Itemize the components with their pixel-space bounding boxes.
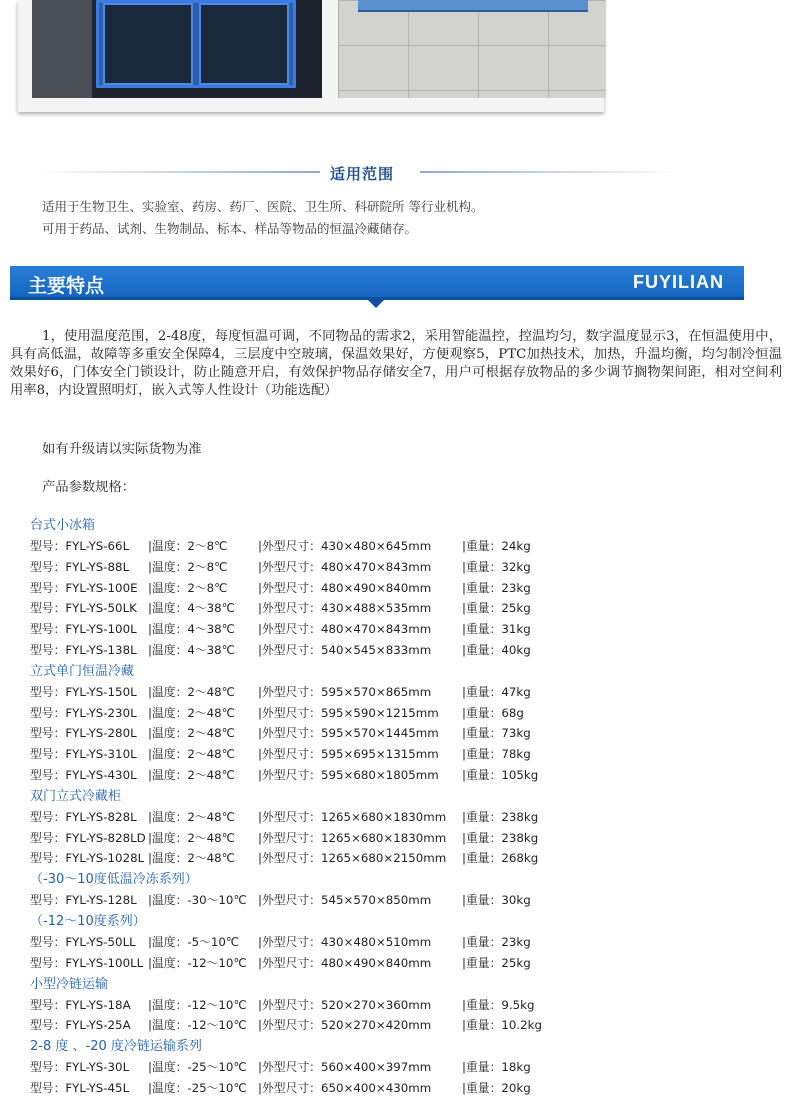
weight-cell: |重量：23kg — [462, 934, 531, 949]
temperature-cell: |温度：2～48℃ — [148, 851, 235, 866]
scope-title: 适用范围 — [330, 165, 395, 183]
weight-cell: |重量：73kg — [462, 726, 531, 741]
weight-cell: |重量：238kg — [462, 809, 539, 824]
weight-cell: |重量：25kg — [462, 955, 531, 970]
weight-cell: |重量：68g — [462, 705, 524, 720]
dimensions-cell: |外型尺寸：480×490×840mm — [258, 580, 432, 595]
weight-cell: |重量：24kg — [462, 539, 531, 553]
temperature-cell: |温度：2～48℃ — [148, 767, 235, 782]
model-cell: 型号：FYL-YS-280L — [30, 726, 137, 741]
scope-line-1: 适用于生物卫生、实验室、药房、药厂、医院、卫生所、科研院所 等行业机构。 — [42, 199, 484, 214]
dimensions-cell: |外型尺寸：520×270×360mm — [258, 997, 432, 1012]
model-cell: 型号：FYL-YS-25A — [30, 1018, 131, 1033]
model-cell: 型号：FYL-YS-50LK — [30, 601, 137, 616]
temperature-cell: |温度：2～8℃ — [148, 580, 228, 595]
temperature-cell: |温度：2～48℃ — [148, 747, 235, 762]
upgrade-note: 如有升级请以实际货物为准 — [42, 442, 202, 457]
spec-row — [30, 557, 730, 578]
spec-row — [30, 1057, 730, 1078]
dimensions-cell: |外型尺寸：480×470×843mm — [258, 622, 432, 637]
temperature-cell: |温度：-30～10℃ — [148, 893, 247, 908]
dimensions-cell: |外型尺寸：430×488×535mm — [258, 601, 432, 616]
dimensions-cell: |外型尺寸：545×570×850mm — [258, 893, 432, 908]
spec-row — [30, 828, 730, 849]
temperature-cell: |温度：-12～10℃ — [148, 955, 247, 970]
spec-row — [30, 744, 730, 765]
spec-row — [30, 995, 730, 1016]
model-cell: 型号：FYL-YS-128L — [30, 893, 137, 908]
weight-cell: |重量：18kg — [462, 1060, 531, 1075]
dimensions-cell: |外型尺寸：560×400×397mm — [258, 1060, 432, 1075]
temperature-cell: |温度：2～48℃ — [148, 809, 235, 824]
temperature-cell: |温度：-25～10℃ — [148, 1060, 247, 1075]
temperature-cell: |温度：2～48℃ — [148, 830, 235, 845]
spec-row — [30, 848, 730, 869]
model-cell: 型号：FYL-YS-310L — [30, 747, 137, 762]
spec-row — [30, 578, 730, 599]
model-cell: 型号：FYL-YS-138L — [30, 642, 137, 657]
weight-cell: |重量：31kg — [462, 622, 531, 637]
spec-row — [30, 619, 730, 640]
photo-cabinet-floor — [338, 0, 606, 98]
features-banner — [10, 266, 744, 300]
spec-row — [30, 1015, 730, 1036]
dimensions-cell: |外型尺寸：480×470×843mm — [258, 559, 432, 574]
model-cell: 型号：FYL-YS-45L — [30, 1080, 130, 1095]
dimensions-cell: |外型尺寸：1265×680×1830mm — [258, 809, 447, 824]
spec-row — [30, 682, 730, 703]
dimensions-cell: |外型尺寸：1265×680×2150mm — [258, 851, 447, 866]
spec-category: 双门立式冷藏柜 — [30, 788, 122, 804]
weight-cell: |重量：105kg — [462, 767, 539, 782]
spec-row — [30, 703, 730, 724]
dimensions-cell: |外型尺寸：595×695×1315mm — [258, 747, 439, 762]
scope-divider-right — [420, 171, 675, 173]
temperature-cell: |温度：2～8℃ — [148, 559, 228, 574]
spec-category: 台式小冰箱 — [30, 518, 96, 533]
spec-category: （-12～10度系列） — [30, 913, 146, 929]
weight-cell: |重量：78kg — [462, 747, 531, 762]
scope-line-2: 可用于药品、试剂、生物制品、标本、样品等物品的恒温冷藏储存。 — [42, 221, 418, 236]
temperature-cell: |温度：-5～10℃ — [148, 934, 240, 949]
temperature-cell: |温度：2～48℃ — [148, 684, 235, 699]
model-cell: 型号：FYL-YS-50LL — [30, 934, 136, 949]
model-cell: 型号：FYL-YS-100E — [30, 580, 138, 595]
banner-notch — [368, 300, 384, 308]
model-cell: 型号：FYL-YS-828LD — [30, 830, 146, 845]
dimensions-cell: |外型尺寸：595×590×1215mm — [258, 705, 439, 720]
product-photo-frame — [18, 0, 604, 112]
model-cell: 型号：FYL-YS-18A — [30, 997, 131, 1012]
model-cell: 型号：FYL-YS-100LL — [30, 955, 144, 970]
model-cell: 型号：FYL-YS-66L — [30, 539, 130, 553]
model-cell: 型号：FYL-YS-1028L — [30, 851, 145, 866]
weight-cell: |重量：9.5kg — [462, 997, 535, 1012]
model-cell: 型号：FYL-YS-828L — [30, 809, 137, 824]
spec-row — [30, 765, 730, 786]
spec-row — [30, 890, 730, 911]
temperature-cell: |温度：4～38℃ — [148, 642, 235, 657]
spec-row — [30, 640, 730, 661]
dimensions-cell: |外型尺寸：650×400×430mm — [258, 1080, 432, 1095]
spec-row — [30, 1078, 730, 1099]
temperature-cell: |温度：-12～10℃ — [148, 997, 247, 1012]
temperature-cell: |温度：4～38℃ — [148, 601, 235, 616]
dimensions-cell: |外型尺寸：520×270×420mm — [258, 1018, 432, 1033]
dimensions-cell: |外型尺寸：1265×680×1830mm — [258, 830, 447, 845]
spec-row — [30, 723, 730, 744]
dimensions-cell: |外型尺寸：430×480×510mm — [258, 934, 432, 949]
dimensions-cell: |外型尺寸：595×680×1805mm — [258, 767, 439, 782]
banner-title: 主要特点 — [28, 275, 105, 297]
dimensions-cell: |外型尺寸：540×545×833mm — [258, 642, 432, 657]
weight-cell: |重量：238kg — [462, 830, 539, 845]
spec-category: （-30～10度低温冷冻系列） — [30, 872, 198, 888]
temperature-cell: |温度：-25～10℃ — [148, 1080, 247, 1095]
spec-heading: 产品参数规格： — [42, 480, 136, 495]
photo-double-door-cabinet — [32, 0, 322, 98]
dimensions-cell: |外型尺寸：595×570×865mm — [258, 684, 432, 699]
spec-row — [30, 807, 730, 828]
weight-cell: |重量：10.2kg — [462, 1018, 542, 1033]
weight-cell: |重量：32kg — [462, 559, 531, 574]
model-cell: 型号：FYL-YS-430L — [30, 767, 137, 782]
temperature-cell: |温度：-12～10℃ — [148, 1018, 247, 1033]
model-cell: 型号：FYL-YS-230L — [30, 705, 137, 720]
spec-row — [30, 536, 730, 557]
spec-row — [30, 932, 730, 953]
temperature-cell: |温度：2～48℃ — [148, 705, 235, 720]
spec-row — [30, 598, 730, 619]
dimensions-cell: |外型尺寸：430×480×645mm — [258, 539, 432, 553]
spec-category: 2-8 度 、-20 度冷链运输系列 — [30, 1039, 202, 1055]
temperature-cell: |温度：4～38℃ — [148, 622, 235, 637]
features-paragraph: 1，使用温度范围，2-48度，每度恒温可调，不同物品的需求2，采用智能温控，控温均匀，数字温度显示3，在恒温使用中，具有高低温，故障等多重安全保障4，三层度中空玻璃，保温效果好，方便观察5，PTC加热技术，加热，升温均衡，均匀制冷恒温效果好6，门体安全门锁设计，防止随意开启，有效保护物品存储安全7，用户可根据存放物品的多少调节搁物架间距，相对空间利用率8，内设置照明灯，嵌入式等人性设计（功能选配） — [10, 329, 782, 398]
weight-cell: |重量：40kg — [462, 642, 531, 657]
model-cell: 型号：FYL-YS-30L — [30, 1060, 130, 1075]
spec-category: 小型冷链运输 — [30, 976, 109, 992]
dimensions-cell: |外型尺寸：595×570×1445mm — [258, 726, 439, 741]
weight-cell: |重量：47kg — [462, 684, 531, 699]
weight-cell: |重量：30kg — [462, 893, 531, 908]
scope-divider-left — [40, 171, 320, 173]
model-cell: 型号：FYL-YS-88L — [30, 559, 130, 574]
spec-list — [30, 515, 730, 1099]
dimensions-cell: |外型尺寸：480×490×840mm — [258, 955, 432, 970]
brand-logo: FUYILIAN — [633, 272, 724, 292]
spec-row — [30, 953, 730, 974]
weight-cell: |重量：268kg — [462, 851, 539, 866]
model-cell: 型号：FYL-YS-100L — [30, 622, 137, 637]
weight-cell: |重量：25kg — [462, 601, 531, 616]
weight-cell: |重量：20kg — [462, 1080, 531, 1095]
spec-category: 立式单门恒温冷藏 — [30, 663, 135, 679]
weight-cell: |重量：23kg — [462, 580, 531, 595]
model-cell: 型号：FYL-YS-150L — [30, 684, 137, 699]
temperature-cell: |温度：2～48℃ — [148, 726, 235, 741]
temperature-cell: |温度：2～8℃ — [148, 539, 228, 553]
